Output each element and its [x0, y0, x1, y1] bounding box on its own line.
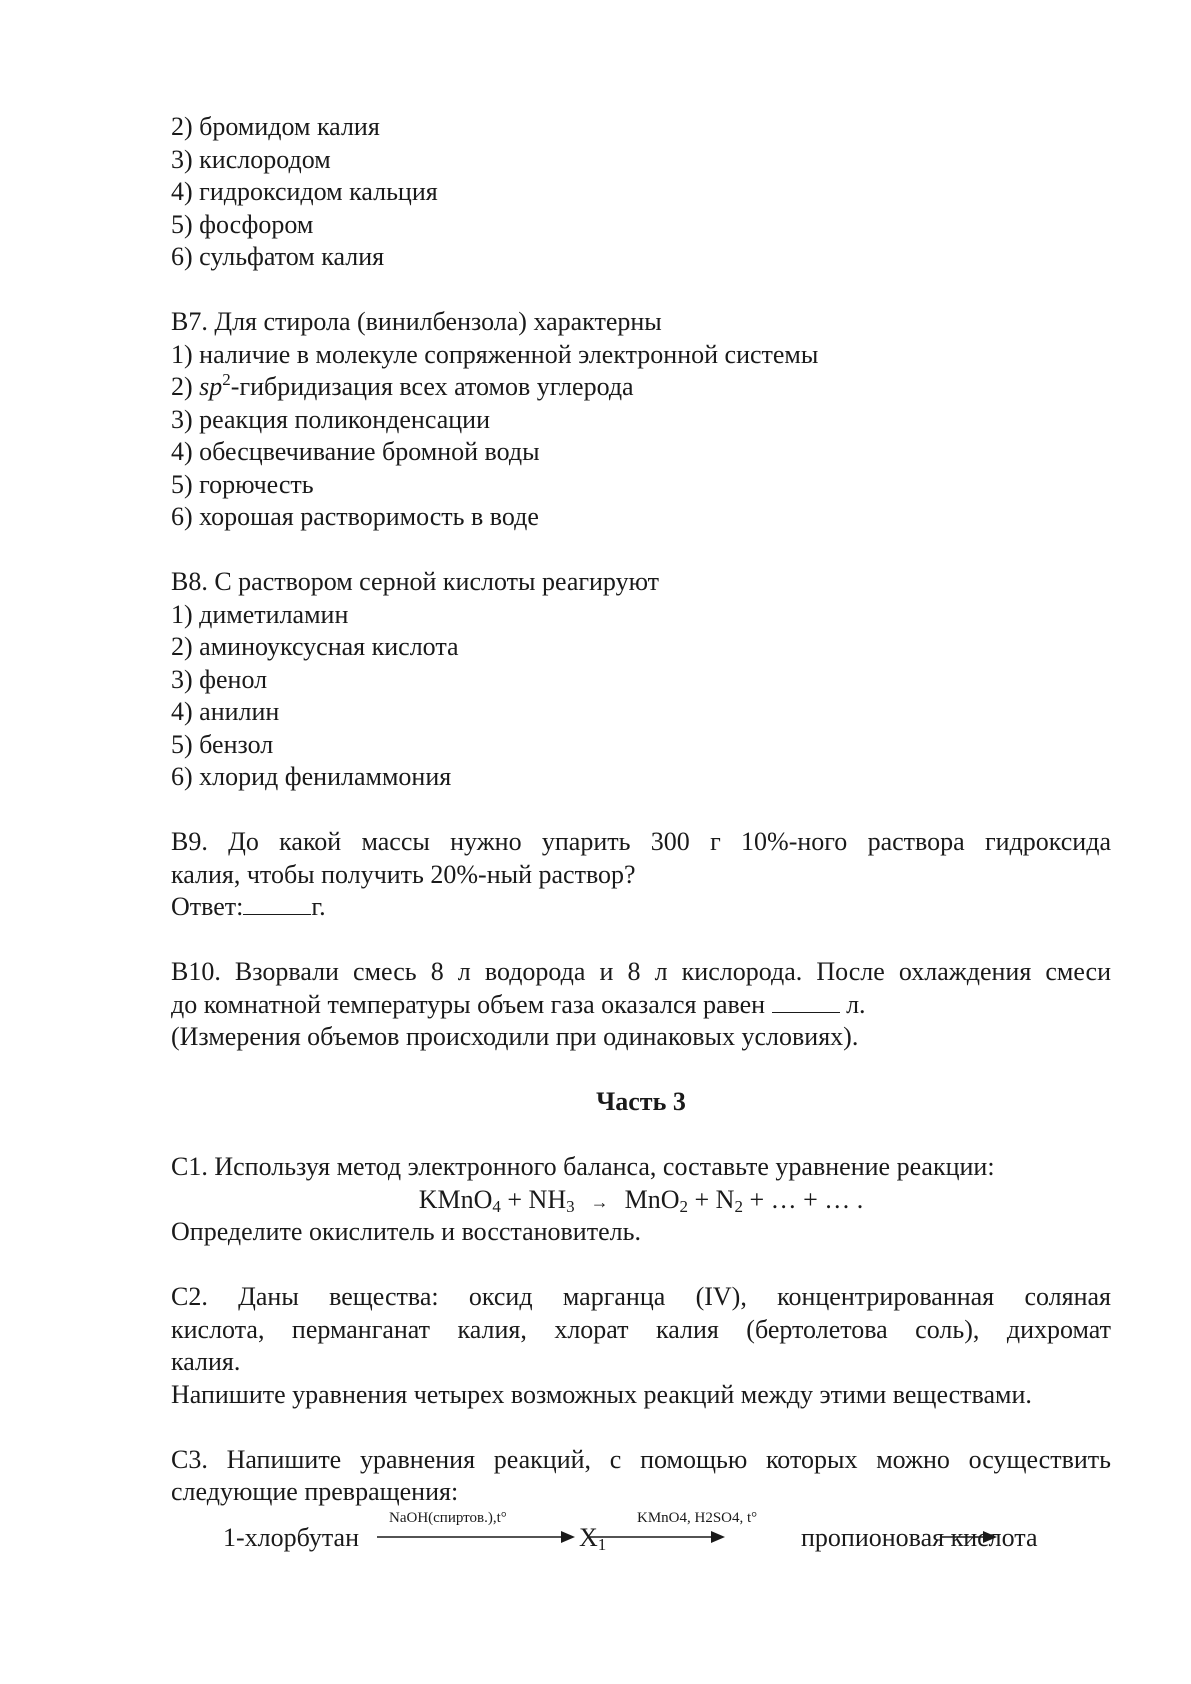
chain-end-substance: пропионовая кислота [801, 1522, 1038, 1552]
c1-equation: KMnO$_4$ + $NH_3 \to MnO_2 + N_2$ + … + … . [418, 1184, 864, 1216]
c2-line-4: Напишите уравнения четырех возможных реакций между этими веществами. [171, 1379, 1032, 1409]
question-c2 [171, 1281, 1111, 1411]
sp-hybrid-symbol: sp [199, 372, 223, 401]
chain-start-substance: 1-хлорбутан [223, 1522, 360, 1552]
b7-option-2: 2) $sp^2$-гибридизация всех атомов углерода [171, 370, 634, 401]
b6-option-2: 2) бромидом калия [171, 112, 380, 141]
b9-line-2: калия, чтобы получить 20%-ный раствор? [171, 859, 636, 889]
b10-answer-blank [772, 990, 840, 1013]
c2-line-3: калия. [171, 1347, 241, 1376]
c2-line-2: кислота, перманганат калия, хлорат калия (бертолетова соль), дихромат [171, 1314, 1111, 1344]
document-page [171, 111, 1111, 1559]
chain-condition-1: NaOH(спиртов.),t° [389, 1509, 507, 1526]
b7-option-6: 6) хорошая растворимость в воде [171, 502, 539, 531]
b7-option-4: 4) обесцвечивание бромной воды [171, 437, 540, 466]
chain-condition-2: KMnO4, H2SO4, t° [637, 1509, 758, 1526]
b7-title: В7. Для стирола (винилбензола) характерны [171, 307, 662, 336]
c3-line-1: С3. Напишите уравнения реакций, с помощью которых можно осуществить [171, 1444, 1111, 1474]
b10-line-2: до комнатной температуры объем газа оказался равен л. [171, 989, 866, 1019]
c2-line-1: С2. Даны вещества: оксид марганца (IV), концентрированная соляная [171, 1282, 1111, 1311]
b7-option-5: 5) горючесть [171, 469, 314, 499]
question-b7 [171, 306, 1111, 534]
c1-line-1: С1. Используя метод электронного баланса, составьте уравнение реакции: [171, 1152, 995, 1181]
question-c1 [171, 1151, 1111, 1249]
question-b8 [171, 566, 1111, 794]
b8-option-6: 6) хлорид фениламмония [171, 762, 452, 791]
b10-line-1: В10. Взорвали смесь 8 л водорода и 8 л кислорода. После охлаждения смеси [171, 957, 1111, 986]
b6-option-6: 6) сульфатом калия [171, 242, 385, 271]
b10-line-3: (Измерения объемов происходили при одинаковых условиях). [171, 1022, 859, 1051]
question-c3 [171, 1444, 1111, 1559]
b8-option-2: 2) аминоуксусная кислота [171, 632, 459, 661]
transformation-chain [171, 1509, 1111, 1559]
b6-option-3: 3) кислородом [171, 144, 331, 174]
b8-option-1: 1) диметиламин [171, 599, 349, 629]
b6-options [171, 111, 1111, 274]
b9-answer-blank [243, 892, 311, 915]
b9-answer: Ответ: г. [171, 892, 326, 921]
b7-option-1: 1) наличие в молекуле сопряженной электронной системы [171, 339, 819, 369]
b6-option-4: 4) гидроксидом кальция [171, 177, 438, 206]
part3-title: Часть 3 [596, 1087, 686, 1116]
question-b9 [171, 826, 1111, 924]
c3-line-2: следующие превращения: [171, 1477, 459, 1506]
reaction-arrow-icon: → [590, 1191, 609, 1212]
b8-option-3: 3) фенол [171, 664, 268, 694]
b7-option-3: 3) реакция поликонденсации [171, 404, 490, 434]
b9-line-1: В9. До какой массы нужно упарить 300 г 10%-ного раствора гидроксида [171, 827, 1111, 856]
question-b10 [171, 956, 1111, 1054]
c1-line-3: Определите окислитель и восстановитель. [171, 1217, 641, 1246]
b8-option-5: 5) бензол [171, 729, 274, 759]
b8-title: В8. С раствором серной кислоты реагируют [171, 567, 660, 596]
chain-intermediate-x1: $X_1$ [579, 1522, 607, 1554]
b8-option-4: 4) анилин [171, 697, 280, 726]
b6-option-5: 5) фосфором [171, 209, 314, 239]
